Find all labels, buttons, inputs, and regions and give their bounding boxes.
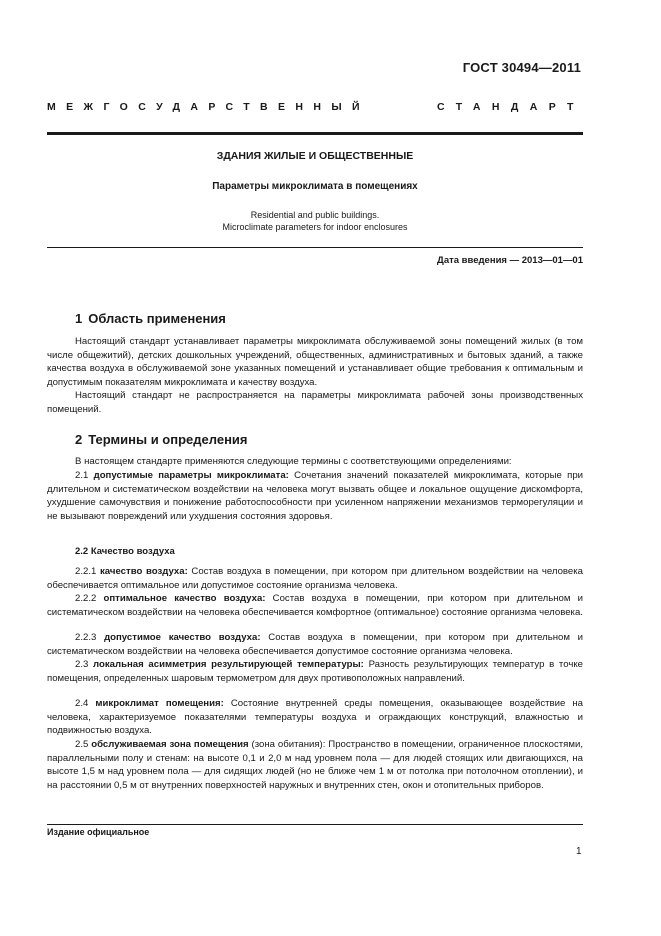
term-2-3-name: локальная асимметрия результирующей температуры: (93, 659, 364, 670)
term-2-2-2-name: оптимальное качество воздуха: (103, 593, 266, 604)
term-2-2-2 (47, 592, 583, 619)
english-title-line2: Microclimate parameters for indoor enclosures (222, 222, 408, 232)
term-2-2-2-definition: Состав воздуха в помещении, при котором при длительном и систематическом воздействии на человека обеспечивается комфортное (оптимальное) состояние организма человека. (47, 593, 583, 618)
term-2-2-1-name: качество воздуха: (99, 566, 188, 577)
english-title (47, 209, 583, 233)
introduction-date: Дата введения — 2013—01—01 (437, 255, 583, 266)
term-2-2-3-name: допустимое качество воздуха: (104, 632, 261, 643)
english-title-line1: Residential and public buildings. (250, 210, 380, 220)
term-2-1-number: 2.1 (75, 470, 89, 481)
term-2-2-1-definition: Состав воздуха в помещении, при котором при длительном воздействии на человека обеспечивается оптимальное или допустимое состояние организма человека. (47, 566, 583, 591)
section-1-number: 1 (75, 311, 83, 326)
document-code: ГОСТ 30494—2011 (462, 60, 581, 75)
document-subtitle: Параметры микроклимата в помещениях (212, 181, 418, 192)
term-2-1-name: допустимые параметры микроклимата: (93, 470, 289, 481)
footer-rule (47, 824, 583, 825)
term-2-2-1-number: 2.2.1 (75, 566, 97, 577)
term-2-4-name: микроклимат помещения: (95, 698, 224, 709)
section-2-intro: В настоящем стандарте применяются следующие термины с соответствующими определениями: (75, 456, 512, 467)
section-1-paragraph-2: Настоящий стандарт не распространяется на параметры микроклимата рабочей зоны производственных помещений. (47, 390, 583, 415)
section-1-heading (75, 311, 226, 326)
term-2-4-definition: Состояние внутренней среды помещения, оказывающее воздействие на человека, характеризуемое показателями температуры воздуха и ограждающих конструкций, влажностью и подвижностью воздуха. (47, 698, 583, 736)
banner-interstate: МЕЖГОСУДАРСТВЕННЫЙ (47, 101, 370, 113)
page-number: 1 (576, 846, 582, 857)
official-edition-label: Издание официальное (47, 827, 150, 837)
banner-standard: СТАНДАРТ (437, 101, 585, 113)
term-2-1 (47, 469, 583, 523)
term-2-4-number: 2.4 (75, 698, 89, 709)
term-2-4 (47, 697, 583, 738)
term-2-1-definition: Сочетания значений показателей микроклимата, которые при длительном и систематическом воздействии на человека могут вызвать общее и локальное ощущение дискомфорта, ухудшение самочувствия и понижение работоспособности при усиленном напряжении механизмов терморегуляции и не вызывают повреждений или ухудшения состояния здоровья. (47, 470, 584, 522)
term-2-2-3 (47, 631, 583, 658)
section-1-title: Область применения (88, 311, 226, 326)
term-2-3 (47, 658, 583, 685)
section-2-number: 2 (75, 432, 83, 447)
section-2-title: Термины и определения (88, 432, 248, 447)
term-2-5-number: 2.5 (75, 739, 89, 750)
term-2-3-definition: Разность результирующих температур в точке помещения, определенных шаровым термометром для двух противоположных направлений. (47, 659, 583, 684)
term-2-5-definition: (зона обитания): Пространство в помещении, ограниченное плоскостями, параллельными полу и стенам: на высоте 0,1 и 2,0 м над уровнем пола — для людей стоящих или двигающихся, на высоте 1,5 м над уровнем пола — для сидящих людей (но не ближе чем 1 м от потолка при потолочном отоплении), и на расстоянии 0,5 м от внутренних поверхностей наружных и внутренних стен, окон и отопительных приборов. (47, 739, 583, 791)
term-2-2-2-number: 2.2.2 (75, 593, 97, 604)
section-1-paragraph-1: Настоящий стандарт устанавливает параметры микроклимата обслуживаемой зоны помещений жилых (в том числе общежитий), детских дошкольных учреждений, общественных, административных и бытовых зданий, а также качества воздуха в обслуживаемой зоне указанных помещений и устанавливает общие требования к оптимальным и допустимым показателям микроклимата и качеству воздуха. (47, 336, 583, 388)
term-2-3-number: 2.3 (75, 659, 89, 670)
term-2-5-name: обслуживаемая зона помещения (91, 739, 249, 750)
date-rule (47, 247, 583, 248)
term-2-2-1 (47, 565, 583, 592)
header-rule (47, 132, 583, 135)
section-2-heading (75, 432, 248, 447)
term-2-2-3-number: 2.2.3 (75, 632, 97, 643)
term-2-5 (47, 738, 583, 792)
term-2-2-3-definition: Состав воздуха в помещении, при котором при длительном и систематическом воздействии на человека обеспечивается допустимое состояние организма человека. (47, 632, 584, 657)
subsection-2-2-heading: 2.2 Качество воздуха (75, 546, 175, 557)
document-title: ЗДАНИЯ ЖИЛЫЕ И ОБЩЕСТВЕННЫЕ (216, 150, 414, 162)
